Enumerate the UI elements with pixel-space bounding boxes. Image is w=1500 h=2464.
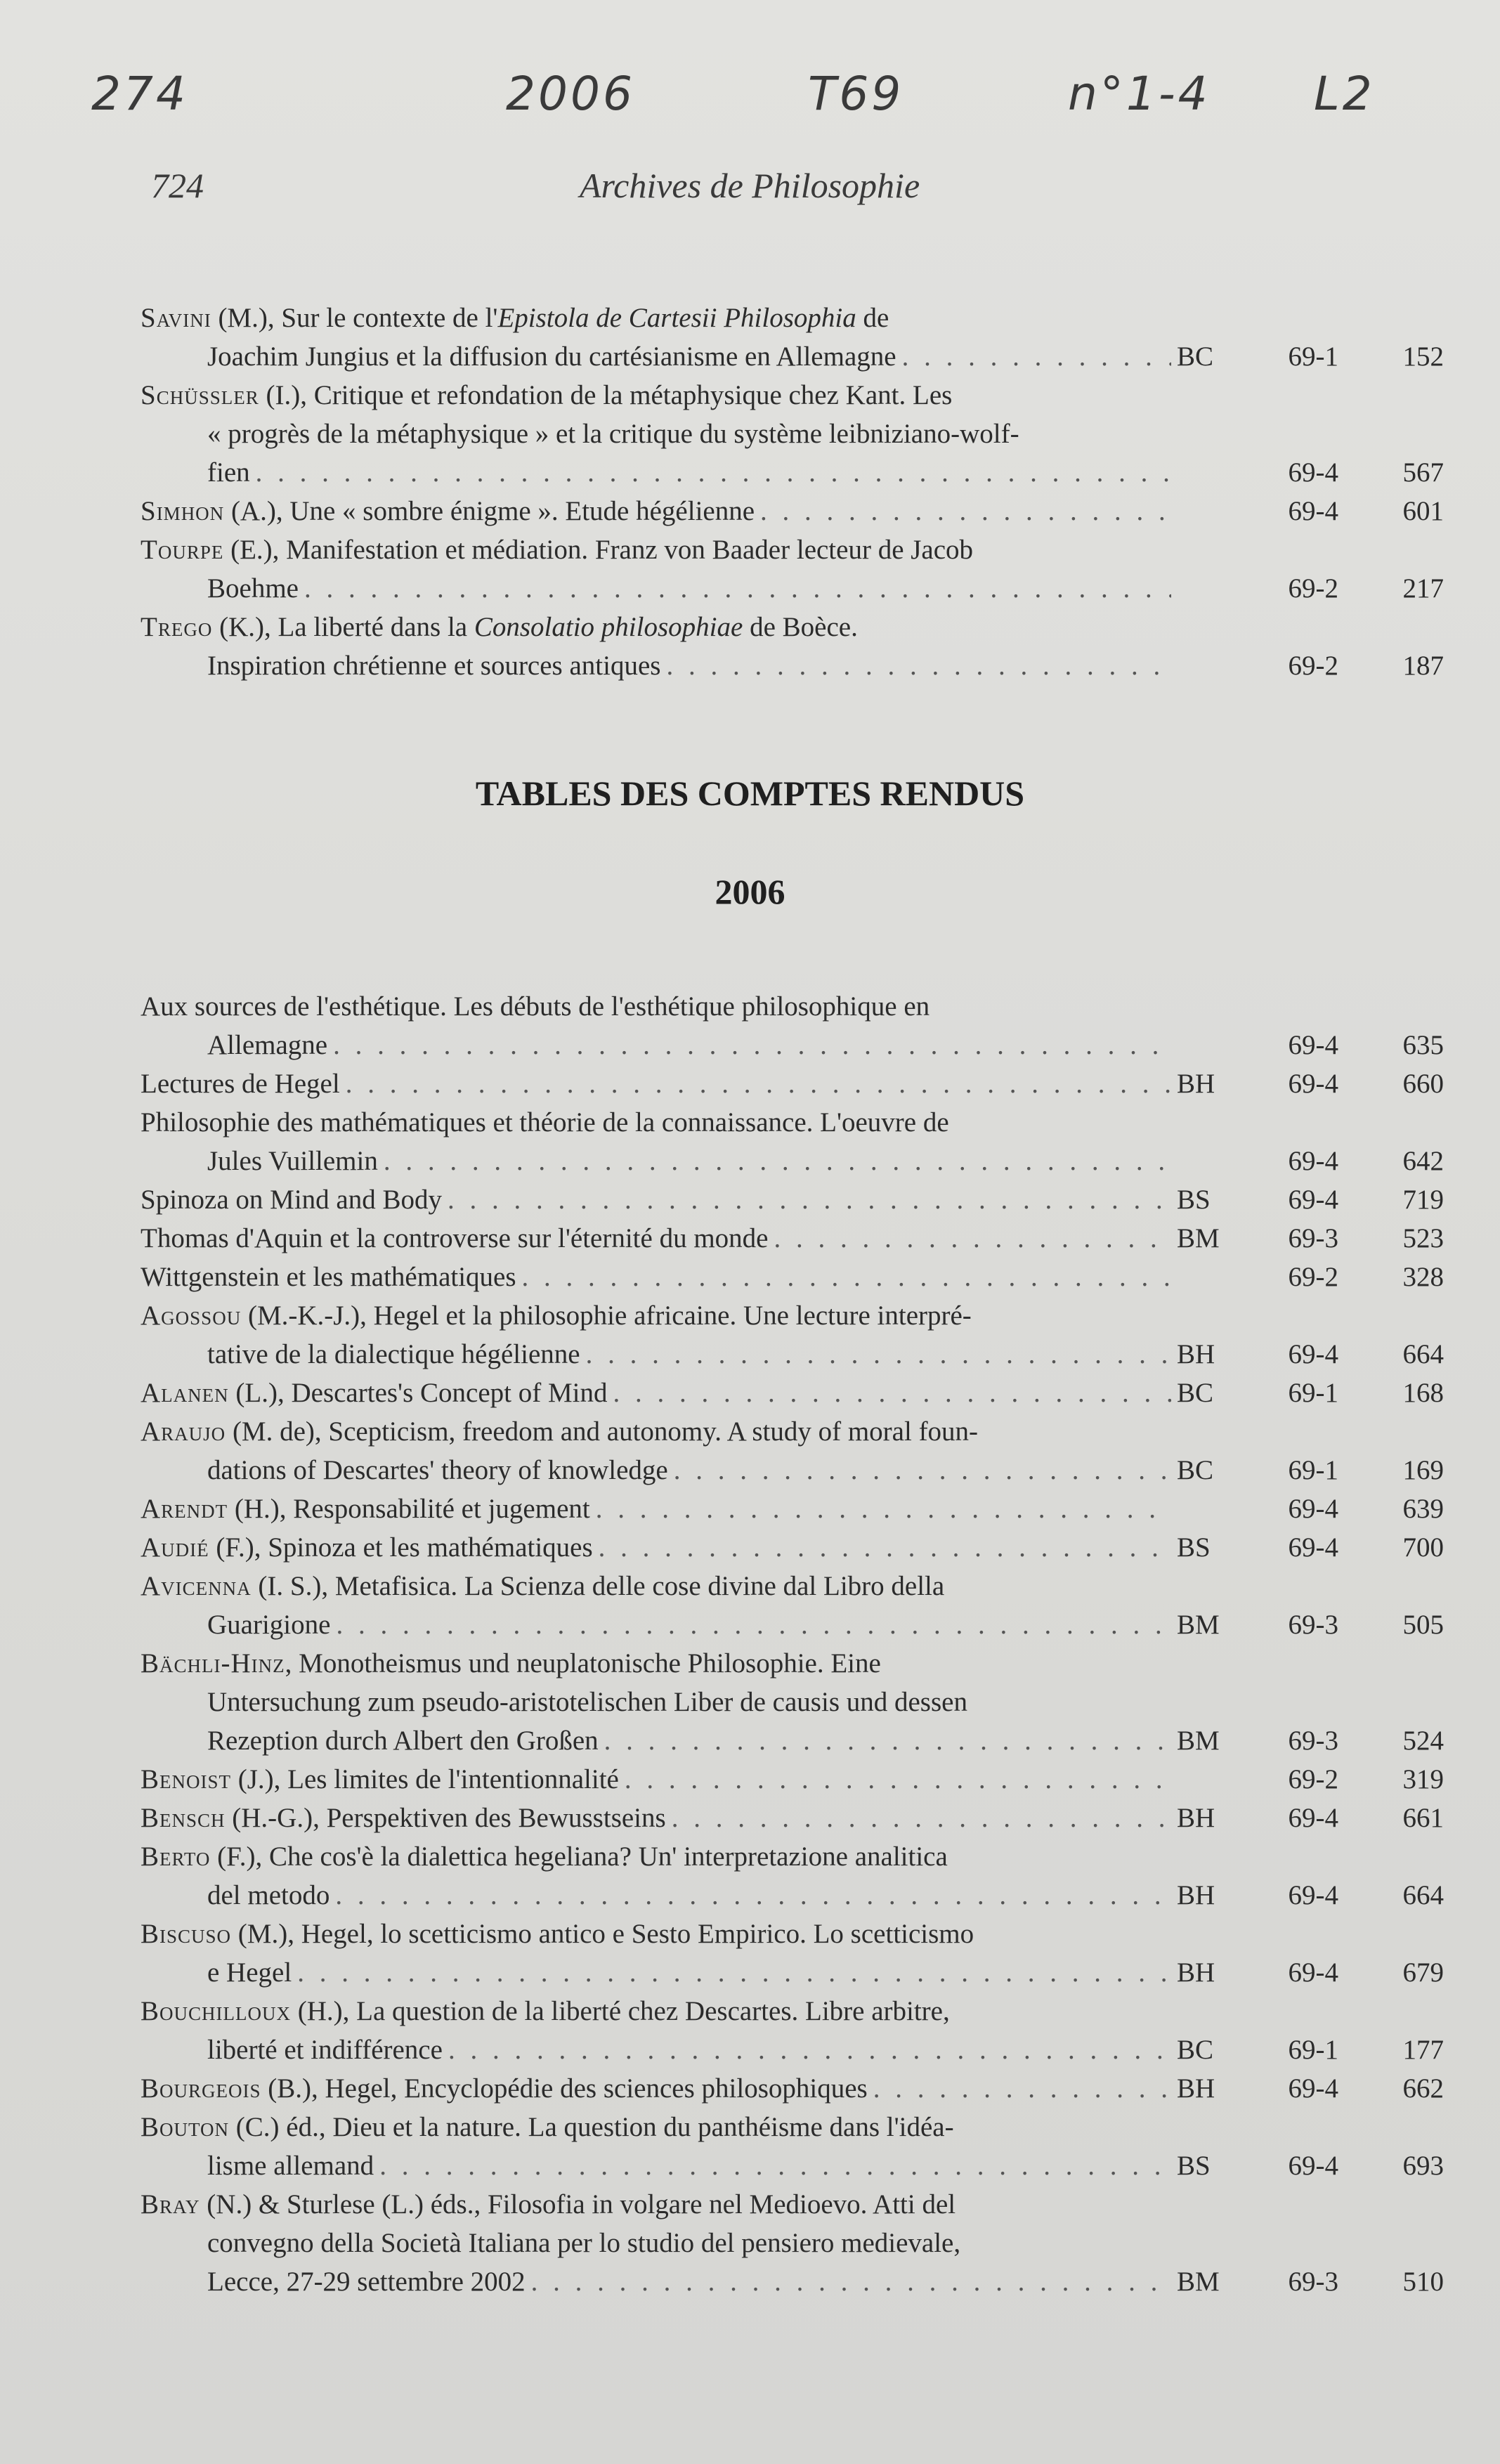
leader-dots xyxy=(604,1721,1171,1760)
index-entry xyxy=(141,1799,1444,1837)
page-reference: 177 xyxy=(1402,2035,1444,2065)
entry-line xyxy=(141,337,1444,376)
page-reference: 679 xyxy=(1402,1957,1444,1988)
leader-dots xyxy=(304,569,1171,608)
entry-text: lisme allemand xyxy=(207,2151,374,2181)
entry-line xyxy=(141,1644,1426,1683)
volume-number: 69-4 xyxy=(1288,1069,1338,1099)
entry-line xyxy=(141,1258,1444,1296)
entry-line xyxy=(141,1876,1444,1915)
review-code: BC xyxy=(1177,1455,1214,1485)
entry-text: Tourpe (E.), Manifestation et médiation. Franz von Baader lecteur de Jacob xyxy=(141,535,974,565)
entry-line xyxy=(141,530,1426,569)
volume-number: 69-4 xyxy=(1288,1880,1338,1910)
entry-line xyxy=(141,1567,1426,1605)
handwritten-annotations xyxy=(91,67,1426,151)
entry-text: Boehme xyxy=(207,573,299,604)
volume-number: 69-1 xyxy=(1288,2035,1338,2065)
review-code: BH xyxy=(1177,1069,1215,1099)
italic-title: Consolatio philosophiae xyxy=(474,612,743,642)
review-code: BC xyxy=(1177,2035,1214,2065)
entry-text: Rezeption durch Albert den Großen xyxy=(207,1726,599,1756)
author-name: Avicenna xyxy=(141,1571,252,1601)
author-name: Berto xyxy=(141,1842,211,1872)
entry-text: Bächli-Hinz, Monotheismus und neuplatonische Philosophie. Eine xyxy=(141,1648,881,1678)
entry-text-column xyxy=(207,1451,1177,1490)
entry-line xyxy=(141,376,1426,415)
entry-line xyxy=(141,2224,1426,2262)
author-name: Simhon xyxy=(141,496,225,526)
entry-line xyxy=(141,1992,1426,2030)
entry-text: Schüssler (I.), Critique et refondation de la métaphysique chez Kant. Les xyxy=(141,380,953,410)
entry-text: liberté et indifférence xyxy=(207,2035,443,2065)
entry-text: Inspiration chrétienne et sources antiques xyxy=(207,651,661,681)
entry-text-column xyxy=(207,2146,1177,2185)
entry-text-column xyxy=(207,1605,1177,1644)
author-name: Audié xyxy=(141,1532,209,1563)
entry-line xyxy=(141,1799,1444,1837)
entry-text: Bray (N.) & Sturlese (L.) éds., Filosofia in volgare nel Medioevo. Atti del xyxy=(141,2189,956,2219)
entry-text: e Hegel xyxy=(207,1957,292,1988)
author-name: Tourpe xyxy=(141,535,224,565)
entry-text: Guarigione xyxy=(207,1610,331,1640)
leader-dots xyxy=(448,2030,1171,2069)
entry-text: Bouton (C.) éd., Dieu et la nature. La question du panthéisme dans l'idéa- xyxy=(141,2112,954,2142)
entry-text-column xyxy=(141,1258,1177,1296)
leader-dots xyxy=(297,1953,1171,1992)
entry-text: Lectures de Hegel xyxy=(141,1069,340,1099)
index-entry xyxy=(141,1064,1444,1103)
volume-number: 69-4 xyxy=(1288,1146,1338,1176)
volume-number: 69-4 xyxy=(1288,1185,1338,1215)
page-reference: 693 xyxy=(1402,2151,1444,2181)
leader-dots xyxy=(522,1258,1171,1296)
entry-text-column xyxy=(207,1026,1177,1064)
leader-dots xyxy=(774,1219,1171,1258)
page-reference: 664 xyxy=(1402,1339,1444,1369)
entry-text: del metodo xyxy=(207,1880,330,1910)
leader-dots xyxy=(674,1451,1171,1490)
review-code: BH xyxy=(1177,1803,1215,1833)
entry-text-column xyxy=(141,1374,1177,1412)
author-name: Savini xyxy=(141,303,211,333)
leader-dots xyxy=(902,337,1171,376)
entry-text: Thomas d'Aquin et la controverse sur l'éternité du monde xyxy=(141,1223,769,1253)
review-code: BS xyxy=(1177,1185,1211,1215)
volume-number: 69-4 xyxy=(1288,457,1338,488)
author-name: Bouchilloux xyxy=(141,1996,291,2026)
entry-text-column xyxy=(207,646,1177,685)
entry-line xyxy=(141,1296,1426,1335)
entry-text: fien xyxy=(207,457,250,488)
entry-text: Wittgenstein et les mathématiques xyxy=(141,1262,516,1292)
entry-line xyxy=(141,1142,1444,1180)
page-reference: 523 xyxy=(1402,1223,1444,1253)
entry-text-column xyxy=(141,1219,1177,1258)
volume-number: 69-3 xyxy=(1288,1726,1338,1756)
leader-dots xyxy=(256,453,1171,492)
entry-line xyxy=(141,299,1426,337)
entry-line xyxy=(141,2108,1426,2146)
page-reference: 642 xyxy=(1402,1146,1444,1176)
entry-text-column xyxy=(141,1064,1177,1103)
volume-number: 69-4 xyxy=(1288,2151,1338,2181)
author-name: Benoist xyxy=(141,1764,232,1794)
volume-number: 69-1 xyxy=(1288,341,1338,372)
entry-text-column xyxy=(207,1953,1177,1992)
page-reference: 635 xyxy=(1402,1030,1444,1060)
volume-number: 69-3 xyxy=(1288,2267,1338,2297)
index-entry xyxy=(141,1180,1444,1219)
leader-dots xyxy=(613,1374,1171,1412)
page-reference: 639 xyxy=(1402,1494,1444,1524)
entry-line xyxy=(141,1180,1444,1219)
volume-number: 69-4 xyxy=(1288,496,1338,526)
page-reference: 661 xyxy=(1402,1803,1444,1833)
index-entry xyxy=(141,608,1444,685)
leader-dots xyxy=(760,492,1171,530)
running-head xyxy=(151,165,1416,214)
leader-dots xyxy=(666,646,1171,685)
leader-dots xyxy=(335,1876,1171,1915)
entry-line xyxy=(141,492,1444,530)
author-name: Bouton xyxy=(141,2112,230,2142)
index-entry xyxy=(141,530,1444,608)
journal-title: Archives de Philosophie xyxy=(580,166,920,205)
entry-line xyxy=(141,1953,1444,1992)
entry-text-column xyxy=(207,1876,1177,1915)
volume-number: 69-4 xyxy=(1288,1957,1338,1988)
entry-line xyxy=(141,1490,1444,1528)
entry-text: Aux sources de l'esthétique. Les débuts de l'esthétique philosophique en xyxy=(141,991,930,1022)
review-code: BS xyxy=(1177,1532,1211,1563)
page-number: 724 xyxy=(151,166,204,205)
review-code: BH xyxy=(1177,1880,1215,1910)
entry-text-column xyxy=(207,2262,1177,2301)
entry-text: Philosophie des mathématiques et théorie de la connaissance. L'oeuvre de xyxy=(141,1107,949,1138)
entry-text: Avicenna (I. S.), Metafisica. La Scienza delle cose divine dal Libro della xyxy=(141,1571,945,1601)
leader-dots xyxy=(448,1180,1171,1219)
page-reference: 700 xyxy=(1402,1532,1444,1563)
leader-dots xyxy=(873,2069,1171,2108)
entry-line xyxy=(141,1721,1444,1760)
review-code: BM xyxy=(1177,2267,1220,2297)
author-name: Bray xyxy=(141,2189,200,2219)
volume-number: 69-4 xyxy=(1288,1803,1338,1833)
author-name: Agossou xyxy=(141,1301,242,1331)
entry-text: Arendt (H.), Responsabilité et jugement xyxy=(141,1494,590,1524)
author-name: Bensch xyxy=(141,1803,226,1833)
index-entry xyxy=(141,1258,1444,1296)
leader-dots xyxy=(596,1490,1171,1528)
entry-text: Simhon (A.), Une « sombre énigme ». Etude hégélienne xyxy=(141,496,755,526)
entry-line xyxy=(141,1219,1444,1258)
volume-number: 69-4 xyxy=(1288,1030,1338,1060)
review-code: BM xyxy=(1177,1726,1220,1756)
page-reference: 662 xyxy=(1402,2073,1444,2104)
entry-line xyxy=(141,1605,1444,1644)
page-reference: 319 xyxy=(1402,1764,1444,1794)
entry-line xyxy=(141,1335,1444,1374)
entry-text: Bouchilloux (H.), La question de la liberté chez Descartes. Libre arbitre, xyxy=(141,1996,950,2026)
page-reference: 217 xyxy=(1402,573,1444,604)
entry-text: Agossou (M.-K.-J.), Hegel et la philosophie africaine. Une lecture interpré- xyxy=(141,1301,972,1331)
section-year: 2006 xyxy=(715,872,785,911)
entry-text-column xyxy=(207,337,1177,376)
handwritten-note: 2006 xyxy=(506,67,635,121)
author-name: Araujo xyxy=(141,1416,226,1447)
entry-line xyxy=(141,1528,1444,1567)
entry-text: Bensch (H.-G.), Perspektiven des Bewusstseins xyxy=(141,1803,666,1833)
author-name: Schüssler xyxy=(141,380,259,410)
author-name: Bourgeois xyxy=(141,2073,261,2104)
page-reference: 152 xyxy=(1402,341,1444,372)
entry-line xyxy=(141,453,1444,492)
page-reference: 524 xyxy=(1402,1726,1444,1756)
index-entry xyxy=(141,492,1444,530)
entry-text: Biscuso (M.), Hegel, lo scetticismo antico e Sesto Empirico. Lo scetticismo xyxy=(141,1919,974,1949)
leader-dots xyxy=(379,2146,1171,2185)
volume-number: 69-1 xyxy=(1288,1378,1338,1408)
entry-text-column xyxy=(207,1721,1177,1760)
volume-number: 69-1 xyxy=(1288,1455,1338,1485)
entry-text: « progrès de la métaphysique » et la critique du système leibniziano-wolf- xyxy=(207,419,1019,449)
page-reference: 660 xyxy=(1402,1069,1444,1099)
index-entry xyxy=(141,2185,1444,2301)
page-reference: 169 xyxy=(1402,1455,1444,1485)
leader-dots xyxy=(333,1026,1171,1064)
entry-line xyxy=(141,2262,1444,2301)
entry-line xyxy=(141,1683,1426,1721)
index-entry xyxy=(141,2069,1444,2108)
entry-text-column xyxy=(207,453,1177,492)
entry-text-column xyxy=(207,1142,1177,1180)
entry-text: Spinoza on Mind and Body xyxy=(141,1185,442,1215)
page-reference: 664 xyxy=(1402,1880,1444,1910)
entry-line xyxy=(141,646,1444,685)
entry-text: Untersuchung zum pseudo-aristotelischen Liber de causis und dessen xyxy=(207,1687,967,1717)
handwritten-note: 274 xyxy=(91,67,188,121)
entry-line xyxy=(141,1837,1426,1876)
index-entry xyxy=(141,1374,1444,1412)
review-code: BC xyxy=(1177,1378,1214,1408)
handwritten-note: L2 xyxy=(1314,67,1375,121)
author-name: Bächli-Hinz xyxy=(141,1648,285,1678)
index-entry xyxy=(141,1296,1444,1374)
volume-number: 69-4 xyxy=(1288,1339,1338,1369)
entry-line xyxy=(141,1064,1444,1103)
volume-number: 69-3 xyxy=(1288,1223,1338,1253)
entry-text: Benoist (J.), Les limites de l'intentionnalité xyxy=(141,1764,619,1794)
review-code: BC xyxy=(1177,341,1214,372)
entry-text-column xyxy=(207,2030,1177,2069)
volume-number: 69-2 xyxy=(1288,573,1338,604)
index-entry xyxy=(141,987,1444,1064)
index-entry xyxy=(141,1915,1444,1992)
leader-dots xyxy=(531,2262,1171,2301)
entry-text-column xyxy=(141,2069,1177,2108)
entry-text: convegno della Società Italiana per lo studio del pensiero medievale, xyxy=(207,2228,961,2258)
section-title: TABLES DES COMPTES RENDUS xyxy=(475,774,1025,813)
author-name: Trego xyxy=(141,612,213,642)
entry-text: dations of Descartes' theory of knowledge xyxy=(207,1455,668,1485)
entry-line xyxy=(141,2146,1444,2185)
entry-text: tative de la dialectique hégélienne xyxy=(207,1339,580,1369)
entry-text: Lecce, 27-29 settembre 2002 xyxy=(207,2267,526,2297)
entry-text: Audié (F.), Spinoza et les mathématiques xyxy=(141,1532,593,1563)
article-index-list xyxy=(141,299,1444,685)
index-entry xyxy=(141,1567,1444,1644)
page-reference: 168 xyxy=(1402,1378,1444,1408)
leader-dots xyxy=(672,1799,1171,1837)
entry-text: Allemagne xyxy=(207,1030,328,1060)
index-entry xyxy=(141,1103,1444,1180)
entry-text-column xyxy=(207,569,1177,608)
volume-number: 69-2 xyxy=(1288,1764,1338,1794)
leader-dots xyxy=(625,1760,1171,1799)
entry-text: Jules Vuillemin xyxy=(207,1146,378,1176)
entry-line xyxy=(141,1026,1444,1064)
index-entry xyxy=(141,376,1444,492)
volume-number: 69-4 xyxy=(1288,1494,1338,1524)
entry-line xyxy=(141,1412,1426,1451)
entry-text-column xyxy=(141,492,1177,530)
index-entry xyxy=(141,2108,1444,2185)
entry-text: Alanen (L.), Descartes's Concept of Mind xyxy=(141,1378,608,1408)
entry-line xyxy=(141,1760,1444,1799)
handwritten-note: T69 xyxy=(808,67,904,121)
review-code: BH xyxy=(1177,1957,1215,1988)
page-reference: 187 xyxy=(1402,651,1444,681)
entry-text-column xyxy=(207,1335,1177,1374)
entry-text: Trego (K.), La liberté dans la Consolatio philosophiae de Boèce. xyxy=(141,612,858,642)
entry-line xyxy=(141,415,1426,453)
volume-number: 69-2 xyxy=(1288,1262,1338,1292)
review-code: BM xyxy=(1177,1610,1220,1640)
entry-text: Berto (F.), Che cos'è la dialettica hegeliana? Un' interpretazione analitica xyxy=(141,1842,948,1872)
italic-title: Epistola de Cartesii Philosophia xyxy=(497,303,856,333)
entry-text-column xyxy=(141,1760,1177,1799)
entry-line xyxy=(141,608,1426,646)
review-index-list xyxy=(141,987,1444,2301)
entry-line xyxy=(141,1915,1426,1953)
entry-line xyxy=(141,2185,1426,2224)
page-reference: 719 xyxy=(1402,1185,1444,1215)
leader-dots xyxy=(586,1335,1171,1374)
index-entry xyxy=(141,1837,1444,1915)
review-code: BM xyxy=(1177,1223,1220,1253)
entry-line xyxy=(141,2030,1444,2069)
index-entry xyxy=(141,1760,1444,1799)
volume-number: 69-2 xyxy=(1288,651,1338,681)
page-reference: 567 xyxy=(1402,457,1444,488)
review-code: BH xyxy=(1177,1339,1215,1369)
entry-line xyxy=(141,987,1426,1026)
entry-text: Joachim Jungius et la diffusion du cartésianisme en Allemagne xyxy=(207,341,896,372)
index-entry xyxy=(141,1490,1444,1528)
index-entry xyxy=(141,1528,1444,1567)
entry-text-column xyxy=(141,1799,1177,1837)
page-reference: 601 xyxy=(1402,496,1444,526)
entry-text: Savini (M.), Sur le contexte de l'Epistola de Cartesii Philosophia de xyxy=(141,303,889,333)
page-reference: 328 xyxy=(1402,1262,1444,1292)
index-entry xyxy=(141,1412,1444,1490)
author-name: Arendt xyxy=(141,1494,228,1524)
entry-line xyxy=(141,1103,1426,1142)
index-entry xyxy=(141,1644,1444,1760)
index-entry xyxy=(141,1992,1444,2069)
entry-text-column xyxy=(141,1180,1177,1219)
volume-number: 69-4 xyxy=(1288,2073,1338,2104)
entry-text: Bourgeois (B.), Hegel, Encyclopédie des sciences philosophiques xyxy=(141,2073,868,2104)
handwritten-note: n°1-4 xyxy=(1068,67,1211,121)
entry-text-column xyxy=(141,1528,1177,1567)
entry-line xyxy=(141,569,1444,608)
leader-dots xyxy=(336,1605,1171,1644)
review-code: BS xyxy=(1177,2151,1211,2181)
entry-line xyxy=(141,1374,1444,1412)
author-name: Alanen xyxy=(141,1378,229,1408)
volume-number: 69-4 xyxy=(1288,1532,1338,1563)
leader-dots xyxy=(384,1142,1171,1180)
review-code: BH xyxy=(1177,2073,1215,2104)
index-entry xyxy=(141,1219,1444,1258)
entry-line xyxy=(141,2069,1444,2108)
leader-dots xyxy=(599,1528,1171,1567)
entry-text: Araujo (M. de), Scepticism, freedom and autonomy. A study of moral foun- xyxy=(141,1416,979,1447)
entry-line xyxy=(141,1451,1444,1490)
page-reference: 510 xyxy=(1402,2267,1444,2297)
entry-text-column xyxy=(141,1490,1177,1528)
leader-dots xyxy=(346,1064,1171,1103)
page-reference: 505 xyxy=(1402,1610,1444,1640)
volume-number: 69-3 xyxy=(1288,1610,1338,1640)
author-name: Biscuso xyxy=(141,1919,232,1949)
index-entry xyxy=(141,299,1444,376)
